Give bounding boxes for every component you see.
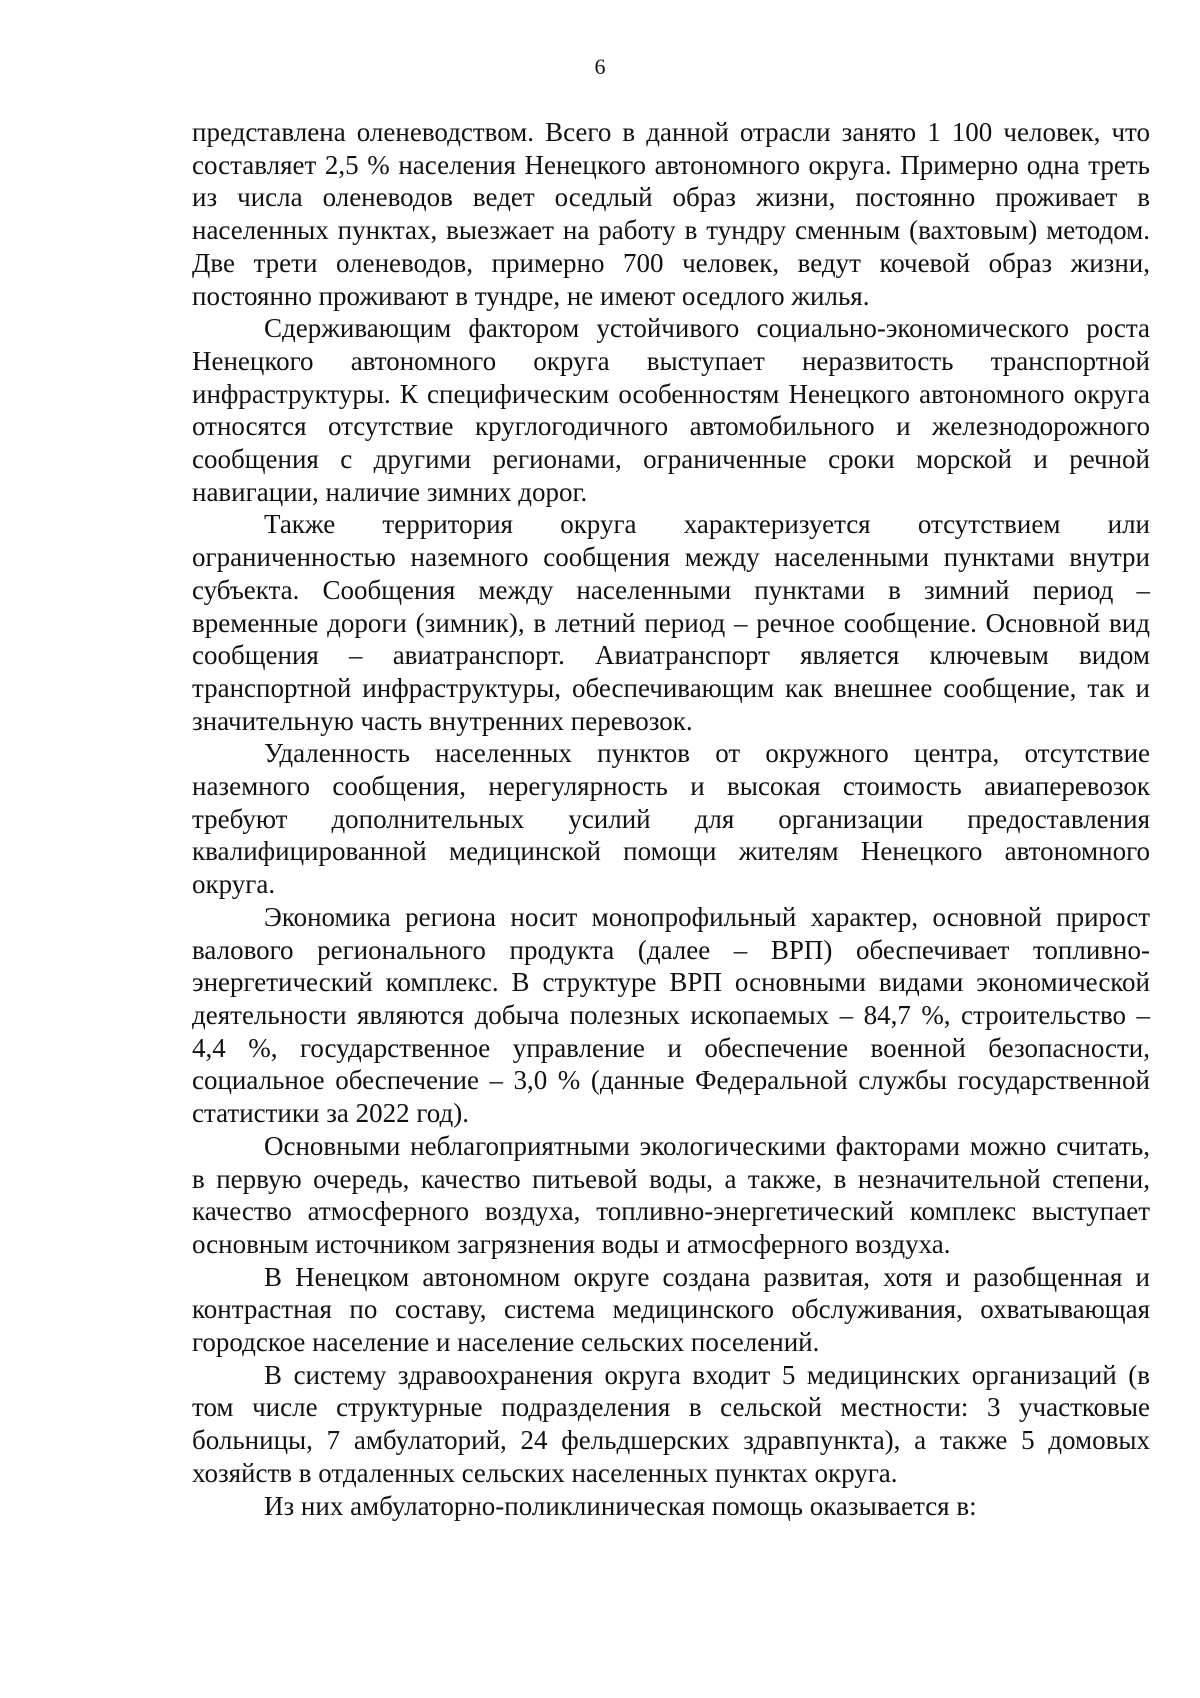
paragraph-ground-communication: Также территория округа характеризуется отсутствием или ограниченностью наземного сообщения между населенными пунктами внутри субъекта. Сообщения между населенными пунктами в зимний период – временные дороги (зимник), в летний период – речное сообщение. Основной вид сообщения – авиатранспорт. Авиатранспорт является ключевым видом транспортной инфраструктуры, обеспечивающим как внешнее сообщение, так и значительную часть внутренних перевозок. xyxy=(192,509,1150,736)
paragraph-transport-infrastructure: Сдерживающим фактором устойчивого социально-экономического роста Ненецкого автономного округа выступает неразвитость транспортной инфраструктуры. К специфическим особенностям Ненецкого автономного округа относятся отсутствие круглогодичного автомобильного и железнодорожного сообщения с другими регионами, ограниченные сроки морской и речной навигации, наличие зимних дорог. xyxy=(192,313,1150,507)
paragraph-economy: Экономика региона носит монопрофильный характер, основной прирост валового регионального продукта (далее – ВРП) обеспечивает топливно-энергетический комплекс. В структуре ВРП основными видами экономической деятельности являются добыча полезных ископаемых – 84,7 %, строительство – 4,4 %, государственное управление и обеспечение военной безопасности, социальное обеспечение – 3,0 % (данные Федеральной службы государственной статистики за 2022 год). xyxy=(192,901,1150,1129)
paragraph-medical-system: В Ненецком автономном округе создана развитая, хотя и разобщенная и контрастная по составу, система медицинского обслуживания, охватывающая городское население и население сельских поселений. xyxy=(192,1261,1150,1358)
paragraph-reindeer-herding: представлена оленеводством. Всего в данной отрасли занято 1 100 человек, что составляет 2,5 % населения Ненецкого автономного округа. Примерно одна треть из числа оленеводов ведет оседлый образ жизни, постоянно проживает в населенных пунктах, выезжает на работу в тундру сменным (вахтовым) методом. Две трети оленеводов, примерно 700 человек, ведут кочевой образ жизни, постоянно проживают в тундре, не имеют оседлого жилья. xyxy=(192,117,1150,311)
paragraph-outpatient-care: Из них амбулаторно-поликлиническая помощь оказывается в: xyxy=(264,1490,977,1521)
paragraph-healthcare-organizations: В систему здравоохранения округа входит 5 медицинских организаций (в том числе структурные подразделения в сельской местности: 3 участковые больницы, 7 амбулаторий, 24 фельдшерских здравпункта), а также 5 домовых хозяйств в отдаленных сельских населенных пунктах округа. xyxy=(192,1359,1150,1488)
document-body xyxy=(192,116,1150,1522)
paragraph-ecology: Основными неблагоприятными экологическими факторами можно считать, в первую очередь, качество питьевой воды, а также, в незначительной степени, качество атмосферного воздуха, топливно-энергетический комплекс выступает основным источником загрязнения воды и атмосферного воздуха. xyxy=(192,1130,1150,1259)
page-number: 6 xyxy=(594,54,606,79)
paragraph-remoteness: Удаленность населенных пунктов от окружного центра, отсутствие наземного сообщения, нерегулярность и высокая стоимость авиаперевозок требуют дополнительных усилий для организации предоставления квалифицированной медицинской помощи жителям Ненецкого автономного округа. xyxy=(192,738,1150,900)
